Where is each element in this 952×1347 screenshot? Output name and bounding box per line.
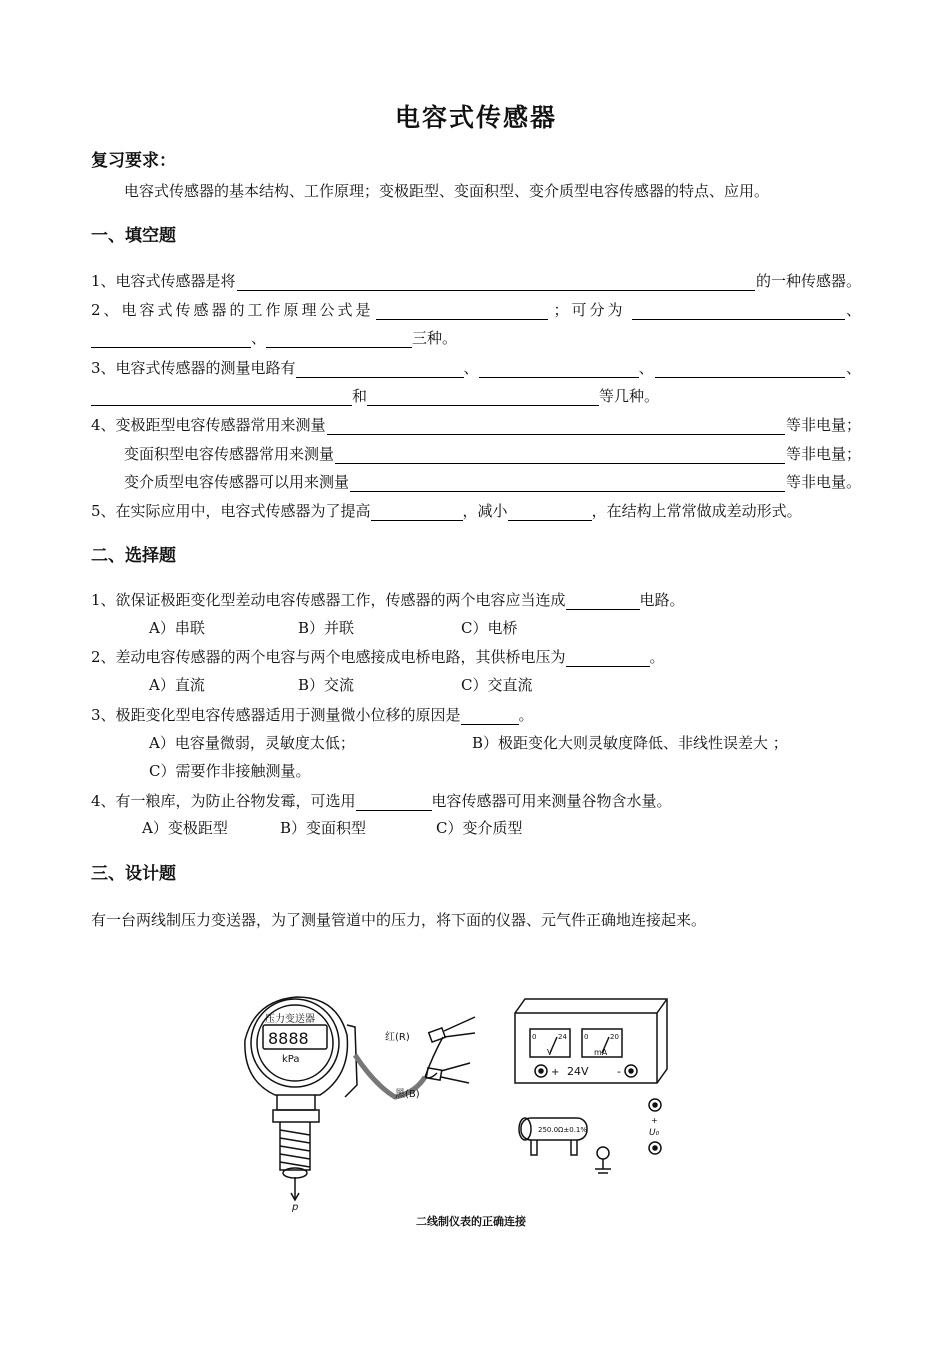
choice-q1 bbox=[91, 589, 861, 610]
wiring-figure bbox=[225, 985, 685, 1225]
voltmeter-scale-min: 0 bbox=[532, 1033, 537, 1041]
fill-q5-text: 5、在实际应用中，电容式传感器为了提高 bbox=[91, 502, 371, 520]
ammeter-scale-max: 20 bbox=[610, 1033, 619, 1041]
choice-q2-end: 。 bbox=[649, 648, 665, 666]
option[interactable]: A）电容量微弱，灵敏度太低； bbox=[149, 734, 355, 752]
red-fork-terminal[interactable] bbox=[444, 1017, 475, 1037]
fill-q2-end: 三种。 bbox=[412, 329, 458, 347]
fill-q2-mid: ；可分为 bbox=[553, 301, 626, 319]
fill-q3-sep: 、 bbox=[638, 359, 654, 377]
fill-q1 bbox=[91, 270, 861, 291]
fill-q5-mid: ，减小 bbox=[462, 502, 508, 520]
choice-q4 bbox=[91, 790, 861, 811]
fill-q2-sep2: 、 bbox=[251, 329, 267, 347]
answer-blank[interactable] bbox=[335, 448, 785, 464]
fill-q3-sep: 、 bbox=[845, 359, 861, 377]
answer-blank[interactable] bbox=[371, 505, 463, 521]
supply-minus: - bbox=[617, 1065, 621, 1078]
fill-q5-end: ，在结构上常常做成差动形式。 bbox=[591, 502, 802, 520]
option[interactable]: A）直流 bbox=[149, 676, 205, 694]
answer-blank[interactable] bbox=[461, 709, 519, 725]
fill-q3-and: 和 bbox=[352, 387, 368, 405]
ammeter-scale-min: 0 bbox=[584, 1033, 589, 1041]
fill-q4-b bbox=[124, 443, 861, 464]
voltmeter-scale-max: 24 bbox=[558, 1033, 567, 1041]
answer-blank[interactable] bbox=[237, 275, 755, 291]
option[interactable]: B）极距变化大则灵敏度降低、非线性误差大 ； bbox=[472, 734, 788, 752]
red-label: 红(R) bbox=[385, 1032, 410, 1043]
choice-q4-end: 电容传感器可用来测量谷物含水量。 bbox=[431, 792, 672, 810]
option[interactable]: B）变面积型 bbox=[280, 819, 367, 837]
section3-text: 有一台两线制压力变送器，为了测量管道中的压力，将下面的仪器、元气件正确地连接起来。 bbox=[91, 911, 707, 929]
option[interactable]: A）变极距型 bbox=[142, 819, 228, 837]
answer-blank[interactable] bbox=[655, 362, 845, 378]
option[interactable]: C）交直流 bbox=[461, 676, 533, 694]
review-heading: 复习要求： bbox=[91, 151, 176, 171]
fill-q4 bbox=[91, 414, 861, 435]
fill-q4-text-c: 变介质型电容传感器可以用来测量 bbox=[124, 473, 350, 491]
pressure-label: p bbox=[292, 1202, 299, 1213]
fill-q3-text: 3、电容式传感器的测量电路有 bbox=[91, 359, 296, 377]
figure-caption: 二线制仪表的正确连接 bbox=[416, 1215, 526, 1228]
answer-blank[interactable] bbox=[479, 362, 639, 378]
choice-q4-text: 4、有一粮库，为防止谷物发霉，可选用 bbox=[91, 792, 356, 810]
choice-q1-end: 电路。 bbox=[639, 591, 685, 609]
fill-q2-cont bbox=[91, 327, 861, 348]
answer-blank[interactable] bbox=[356, 795, 432, 811]
fill-q4-text-b: 变面积型电容传感器常用来测量 bbox=[124, 445, 335, 463]
fill-q3 bbox=[91, 357, 861, 378]
resistor[interactable] bbox=[519, 1118, 587, 1155]
option[interactable]: C）变介质型 bbox=[436, 819, 523, 837]
option[interactable]: B）交流 bbox=[298, 676, 355, 694]
answer-blank[interactable] bbox=[327, 419, 785, 435]
choice-q3 bbox=[91, 704, 861, 725]
voltmeter-label: V bbox=[547, 1048, 553, 1057]
answer-blank[interactable] bbox=[508, 505, 592, 521]
section3-heading: 三、设计题 bbox=[91, 864, 176, 884]
answer-blank[interactable] bbox=[566, 651, 650, 667]
fill-q5 bbox=[91, 500, 861, 521]
resistor-label: 250.0Ω±0.1% bbox=[538, 1126, 588, 1134]
output-plus: + bbox=[651, 1116, 658, 1125]
black-fork-terminal[interactable] bbox=[441, 1063, 470, 1083]
choice-q2 bbox=[91, 646, 861, 667]
supply-voltage: 24V bbox=[567, 1065, 589, 1078]
choice-q3-text: 3、极距变化型电容传感器适用于测量微小位移的原因是 bbox=[91, 706, 461, 724]
fill-q2-sep: 、 bbox=[845, 301, 861, 319]
option[interactable]: A）串联 bbox=[149, 619, 205, 637]
fill-q3-end: 等几种。 bbox=[599, 387, 660, 405]
fill-q2 bbox=[91, 299, 861, 320]
answer-blank[interactable] bbox=[367, 390, 599, 406]
answer-blank[interactable] bbox=[566, 594, 640, 610]
ammeter-label: mA bbox=[594, 1048, 608, 1057]
choice-q1-text: 1、欲保证极距变化型差动电容传感器工作，传感器的两个电容应当连成 bbox=[91, 591, 566, 609]
answer-blank[interactable] bbox=[296, 362, 464, 378]
answer-blank[interactable] bbox=[376, 304, 548, 320]
page-title: 电容式传感器 bbox=[394, 103, 557, 132]
ground-terminal[interactable] bbox=[595, 1147, 611, 1173]
fill-q3-sep: 、 bbox=[463, 359, 479, 377]
review-text: 电容式传感器的基本结构、工作原理；变极距型、变面积型、变介质型电容传感器的特点、应用。 bbox=[124, 182, 770, 200]
supply-plus: + bbox=[551, 1067, 560, 1078]
fill-q4-end-c: 等非电量。 bbox=[785, 473, 861, 491]
fill-q4-end: 等非电量； bbox=[785, 416, 861, 434]
section1-heading: 一、填空题 bbox=[91, 226, 176, 246]
pressure-transmitter[interactable] bbox=[245, 997, 357, 1200]
choice-q2-text: 2、差动电容传感器的两个电容与两个电感接成电桥电路，其供桥电压为 bbox=[91, 648, 566, 666]
option[interactable]: C）电桥 bbox=[461, 619, 518, 637]
answer-blank[interactable] bbox=[632, 304, 845, 320]
black-label: 黑(B) bbox=[395, 1089, 420, 1100]
output-terminals[interactable] bbox=[649, 1099, 661, 1154]
choice-q3-end: 。 bbox=[518, 706, 534, 724]
section2-heading: 二、选择题 bbox=[91, 546, 176, 566]
option[interactable]: C）需要作非接触测量。 bbox=[149, 762, 311, 780]
fill-q1-text: 1、电容式传感器是将 bbox=[91, 272, 236, 290]
fill-q4-text: 4、变极距型电容传感器常用来测量 bbox=[91, 416, 326, 434]
fill-q1-end: 的一种传感器。 bbox=[755, 272, 861, 290]
fill-q4-end-b: 等非电量； bbox=[785, 445, 861, 463]
answer-blank[interactable] bbox=[350, 476, 785, 492]
answer-blank[interactable] bbox=[266, 332, 412, 348]
power-supply[interactable] bbox=[515, 999, 667, 1083]
transmitter-label: 压力变送器 bbox=[265, 1014, 315, 1025]
fill-q2-text: 2、电容式传感器的工作原理公式是 bbox=[91, 301, 374, 319]
fill-q3-cont bbox=[91, 385, 861, 406]
answer-blank[interactable] bbox=[91, 332, 251, 348]
unit-label: kPa bbox=[282, 1054, 300, 1065]
output-voltage-label: U₀ bbox=[649, 1128, 660, 1138]
option[interactable]: B）并联 bbox=[298, 619, 355, 637]
lcd-display: 8888 bbox=[268, 1029, 309, 1048]
fill-q4-c bbox=[124, 471, 861, 492]
answer-blank[interactable] bbox=[91, 390, 352, 406]
